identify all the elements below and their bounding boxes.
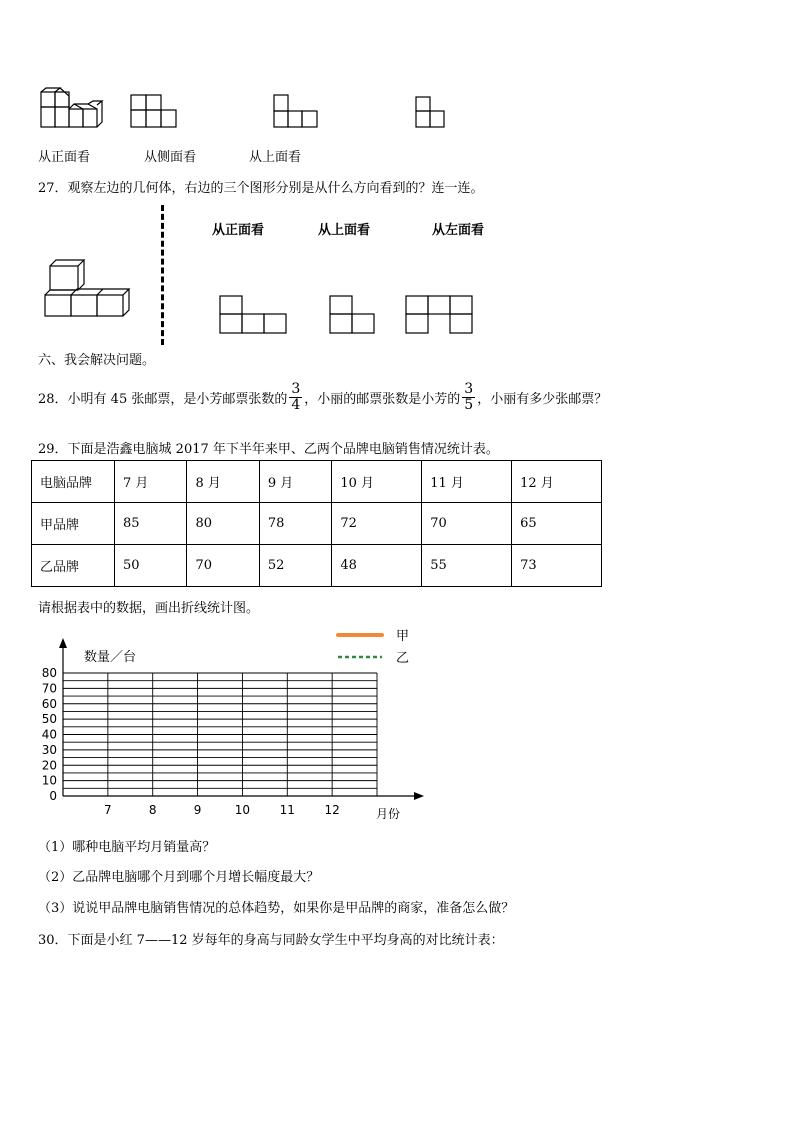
table-header-cell: 8 月: [187, 461, 259, 503]
q27-shape-b: [330, 296, 374, 333]
q28-fraction-2: $\frac{3}{5}$: [464, 380, 474, 413]
chart-y-ticks: [42, 666, 57, 803]
y-tick-label: 60: [41, 696, 57, 711]
q27-shape-a: [220, 296, 286, 333]
table-header-cell: 9 月: [259, 461, 331, 503]
x-tick-label: 11: [279, 803, 295, 817]
question-30: 30．下面是小红 7——12 岁每年的身高与同龄女学生中平均身高的对比统计表：: [38, 933, 504, 948]
x-axis-arrow-icon: [414, 792, 424, 800]
table-cell: 80: [187, 503, 259, 545]
table-cell: 乙品牌: [32, 545, 115, 587]
question-29-title: 29．下面是浩鑫电脑城 2017 年下半年来甲、乙两个品牌电脑销售情况统计表。: [38, 442, 499, 457]
table-header-cell: 12 月: [512, 461, 602, 503]
q28-fraction-1: $\frac{3}{4}$: [291, 380, 301, 413]
chart-ylabel: 数量／台: [84, 650, 137, 665]
table-cell: 48: [332, 545, 422, 587]
view-label-front: 从正面看: [38, 150, 91, 165]
legend-label: 甲: [396, 629, 410, 644]
table-cell: 73: [512, 545, 602, 587]
table-cell: 65: [512, 503, 602, 545]
q28-part3: ，小丽有多少张邮票？: [477, 391, 608, 407]
y-tick-label: 70: [41, 681, 57, 696]
q27-label-front: 从正面看: [212, 223, 265, 238]
table-cell: 70: [422, 503, 512, 545]
q27-solid-figure: [40, 258, 140, 320]
chart-instruction: 请根据表中的数据，画出折线统计图。: [38, 601, 260, 616]
y-tick-label: 50: [41, 712, 57, 727]
dashed-divider: [161, 205, 164, 345]
y-tick-label: 40: [41, 727, 57, 742]
table-header-cell: 10 月: [332, 461, 422, 503]
q27-shape-c: [406, 296, 472, 333]
table-cell: 甲品牌: [32, 503, 115, 545]
table-cell: 50: [115, 545, 187, 587]
y-tick-label: 20: [41, 758, 57, 773]
chart-legend: [338, 629, 409, 666]
view-shape-1: [131, 95, 176, 127]
table-header-row: [32, 461, 602, 503]
x-tick-label: 7: [104, 803, 112, 817]
solid-figure-small: [41, 88, 102, 127]
line-chart: [30, 622, 450, 827]
table-cell: 55: [422, 545, 512, 587]
table-cell: 70: [187, 545, 259, 587]
x-tick-label: 8: [148, 803, 157, 817]
chart-x-ticks: [104, 803, 340, 817]
chart-xlabel: 月份: [376, 807, 401, 821]
section-6-title: 六、我会解决问题。: [38, 353, 156, 368]
q27-label-left: 从左面看: [432, 223, 485, 238]
table-cell: 72: [332, 503, 422, 545]
sub-question-2: （2）乙品牌电脑哪个月到哪个月增长幅度最大？: [38, 870, 320, 885]
question-27: 27．观察左边的几何体，右边的三个图形分别是从什么方向看到的？连一连。: [38, 181, 484, 196]
table-cell: 52: [259, 545, 331, 587]
table-row: [32, 503, 602, 545]
x-tick-label: 9: [193, 803, 202, 817]
x-tick-label: 10: [234, 803, 251, 817]
y-tick-label: 30: [41, 742, 57, 757]
view-shape-2: [274, 95, 317, 127]
table-header-cell: 7 月: [115, 461, 187, 503]
question-28: [38, 380, 607, 414]
q27-label-top: 从上面看: [318, 223, 371, 238]
x-tick-label: 12: [324, 803, 340, 817]
q28-part1: 28．小明有 45 张邮票，是小芳邮票张数的: [38, 391, 288, 407]
view-label-side: 从侧面看: [144, 150, 197, 165]
table-row: [32, 545, 602, 587]
q27-view-shapes: [210, 290, 480, 340]
table-header-cell: 电脑品牌: [32, 461, 115, 503]
table-cell: 78: [259, 503, 331, 545]
view-shape-3: [416, 97, 444, 127]
top-views-figure: [36, 72, 456, 134]
sales-table: [31, 460, 602, 587]
sub-question-3: （3）说说甲品牌电脑销售情况的总体趋势，如果你是甲品牌的商家，准备怎么做？: [38, 901, 515, 916]
q28-part2: ，小丽的邮票张数是小芳的: [304, 391, 461, 407]
y-axis-arrow-icon: [59, 638, 67, 648]
y-tick-label: 0: [49, 789, 57, 803]
table-header-cell: 11 月: [422, 461, 512, 503]
y-tick-label: 80: [41, 666, 57, 680]
y-tick-label: 10: [41, 773, 57, 788]
table-cell: 85: [115, 503, 187, 545]
legend-label: 乙: [396, 651, 410, 666]
sub-question-1: （1）哪种电脑平均月销量高？: [38, 840, 216, 855]
view-label-top: 从上面看: [249, 150, 302, 165]
